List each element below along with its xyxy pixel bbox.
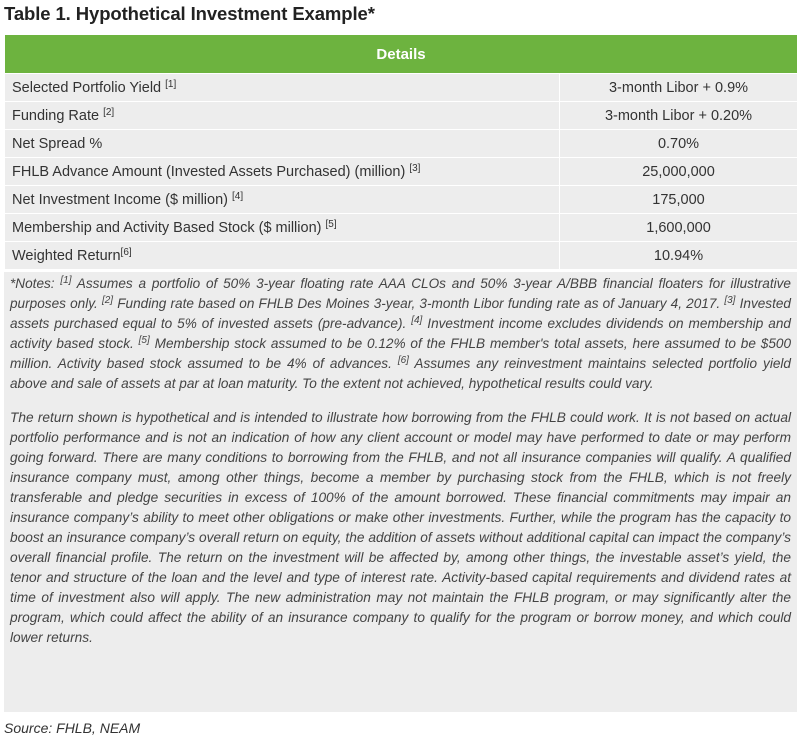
- row-label-text: Weighted Return: [12, 247, 121, 264]
- row-value: 3-month Libor + 0.9%: [560, 74, 798, 102]
- row-label: [5, 158, 560, 186]
- row-label-text: Net Spread %: [12, 135, 103, 152]
- footnote-text: Assumes a portfolio of 50% 3-year floating rate AAA CLOs and 50% 3-year A/BBB financial floaters for illustrative purposes only.: [10, 276, 791, 311]
- row-label: [5, 186, 560, 214]
- footnote-ref: [4]: [232, 190, 244, 202]
- row-label: [5, 130, 560, 158]
- footnote-ref: [2]: [101, 295, 114, 306]
- row-label: [5, 102, 560, 130]
- table-row: [5, 186, 798, 214]
- footnotes: [10, 274, 791, 394]
- footnote-ref: [6]: [397, 355, 409, 366]
- footnote-ref: [3]: [724, 295, 736, 306]
- table-row: [5, 130, 798, 158]
- table-title: Table 1. Hypothetical Investment Example*: [4, 3, 375, 24]
- footnote-text: Funding rate based on FHLB Des Moines 3-year, 3-month Libor funding rate as of January 4, 2017.: [113, 296, 725, 311]
- table-header-details: Details: [5, 35, 798, 74]
- disclaimer-text: The return shown is hypothetical and is intended to illustrate how borrowing from the FHLB could work. It is not based on actual portfolio performance and is not an indication of how any client account or model may have performed to date or may perform going forward. There are many conditions to borrowing from the FHLB, and not all insurance companies will qualify. A qualified insurance company must, among other things, become a member by purchasing stock from the FHLB, which is not freely transferable and pledge securities in excess of 100% of the amount borrowed. These financial commitments may impair an insurance company’s ability to meet other obligations or make other investments. Further, while the program has the capacity to boost an insurance company’s overall return on equity, the addition of assets without additional capital can impact the company’s overall financial profile. The return on the investment will be affected by, among other things, the investable asset’s yield, the tenor and structure of the loan and the level and type of interest rate. Activity-based capital requirements and dividend rates at time of investment also will apply. The new administration may not maintain the FHLB program, or may significantly alter the program, which could affect the ability of an insurance company to qualify for the program or borrow money, and which could lower returns.: [10, 410, 791, 645]
- footnote-ref: [5]: [325, 218, 337, 230]
- footnote-text: Assumes any reinvestment maintains selected portfolio yield above and sale of assets at par at loan maturity. To the extent not achieved, hypothetical results could vary.: [10, 356, 791, 391]
- row-value: 175,000: [560, 186, 798, 214]
- footnote-ref: [1]: [165, 78, 177, 90]
- table-header-row: [5, 35, 798, 74]
- row-label-text: Funding Rate: [12, 107, 100, 124]
- footnote-ref: [1]: [60, 275, 72, 286]
- table-row: [5, 214, 798, 242]
- footnote-ref: [5]: [138, 335, 150, 346]
- row-label-text: Membership and Activity Based Stock ($ million): [12, 219, 322, 236]
- table-row: [5, 102, 798, 130]
- footnote-ref: [6]: [120, 246, 132, 258]
- notes-box: [4, 272, 797, 712]
- table-row: [5, 242, 798, 270]
- row-value: 10.94%: [560, 242, 798, 270]
- notes-prefix: *Notes:: [10, 276, 61, 291]
- row-label: [5, 242, 560, 270]
- row-value: 3-month Libor + 0.20%: [560, 102, 798, 130]
- row-label: [5, 74, 560, 102]
- footnote-ref: [2]: [103, 106, 115, 118]
- row-value: 0.70%: [560, 130, 798, 158]
- row-value: 1,600,000: [560, 214, 798, 242]
- source-note: Source: FHLB, NEAM: [4, 720, 141, 736]
- investment-table: [4, 34, 798, 270]
- row-label-text: FHLB Advance Amount (Invested Assets Purchased) (million): [12, 163, 406, 180]
- footnote-text: Invested assets purchased equal to 5% of invested assets (pre-advance).: [10, 296, 791, 331]
- row-value: 25,000,000: [560, 158, 798, 186]
- footnote-ref: [4]: [411, 315, 423, 326]
- row-label: [5, 214, 560, 242]
- table-row: [5, 74, 798, 102]
- table-row: [5, 158, 798, 186]
- row-label-text: Selected Portfolio Yield: [12, 79, 162, 96]
- footnote-ref: [3]: [409, 162, 421, 174]
- footnote-text: Investment income excludes dividends on membership and activity based stock.: [10, 316, 791, 351]
- row-label-text: Net Investment Income ($ million): [12, 191, 228, 208]
- footnote-text: Membership stock assumed to be 0.12% of the FHLB member's total assets, here assumed to be $500 million. Activity based stock assumed to be 4% of advances.: [10, 336, 792, 371]
